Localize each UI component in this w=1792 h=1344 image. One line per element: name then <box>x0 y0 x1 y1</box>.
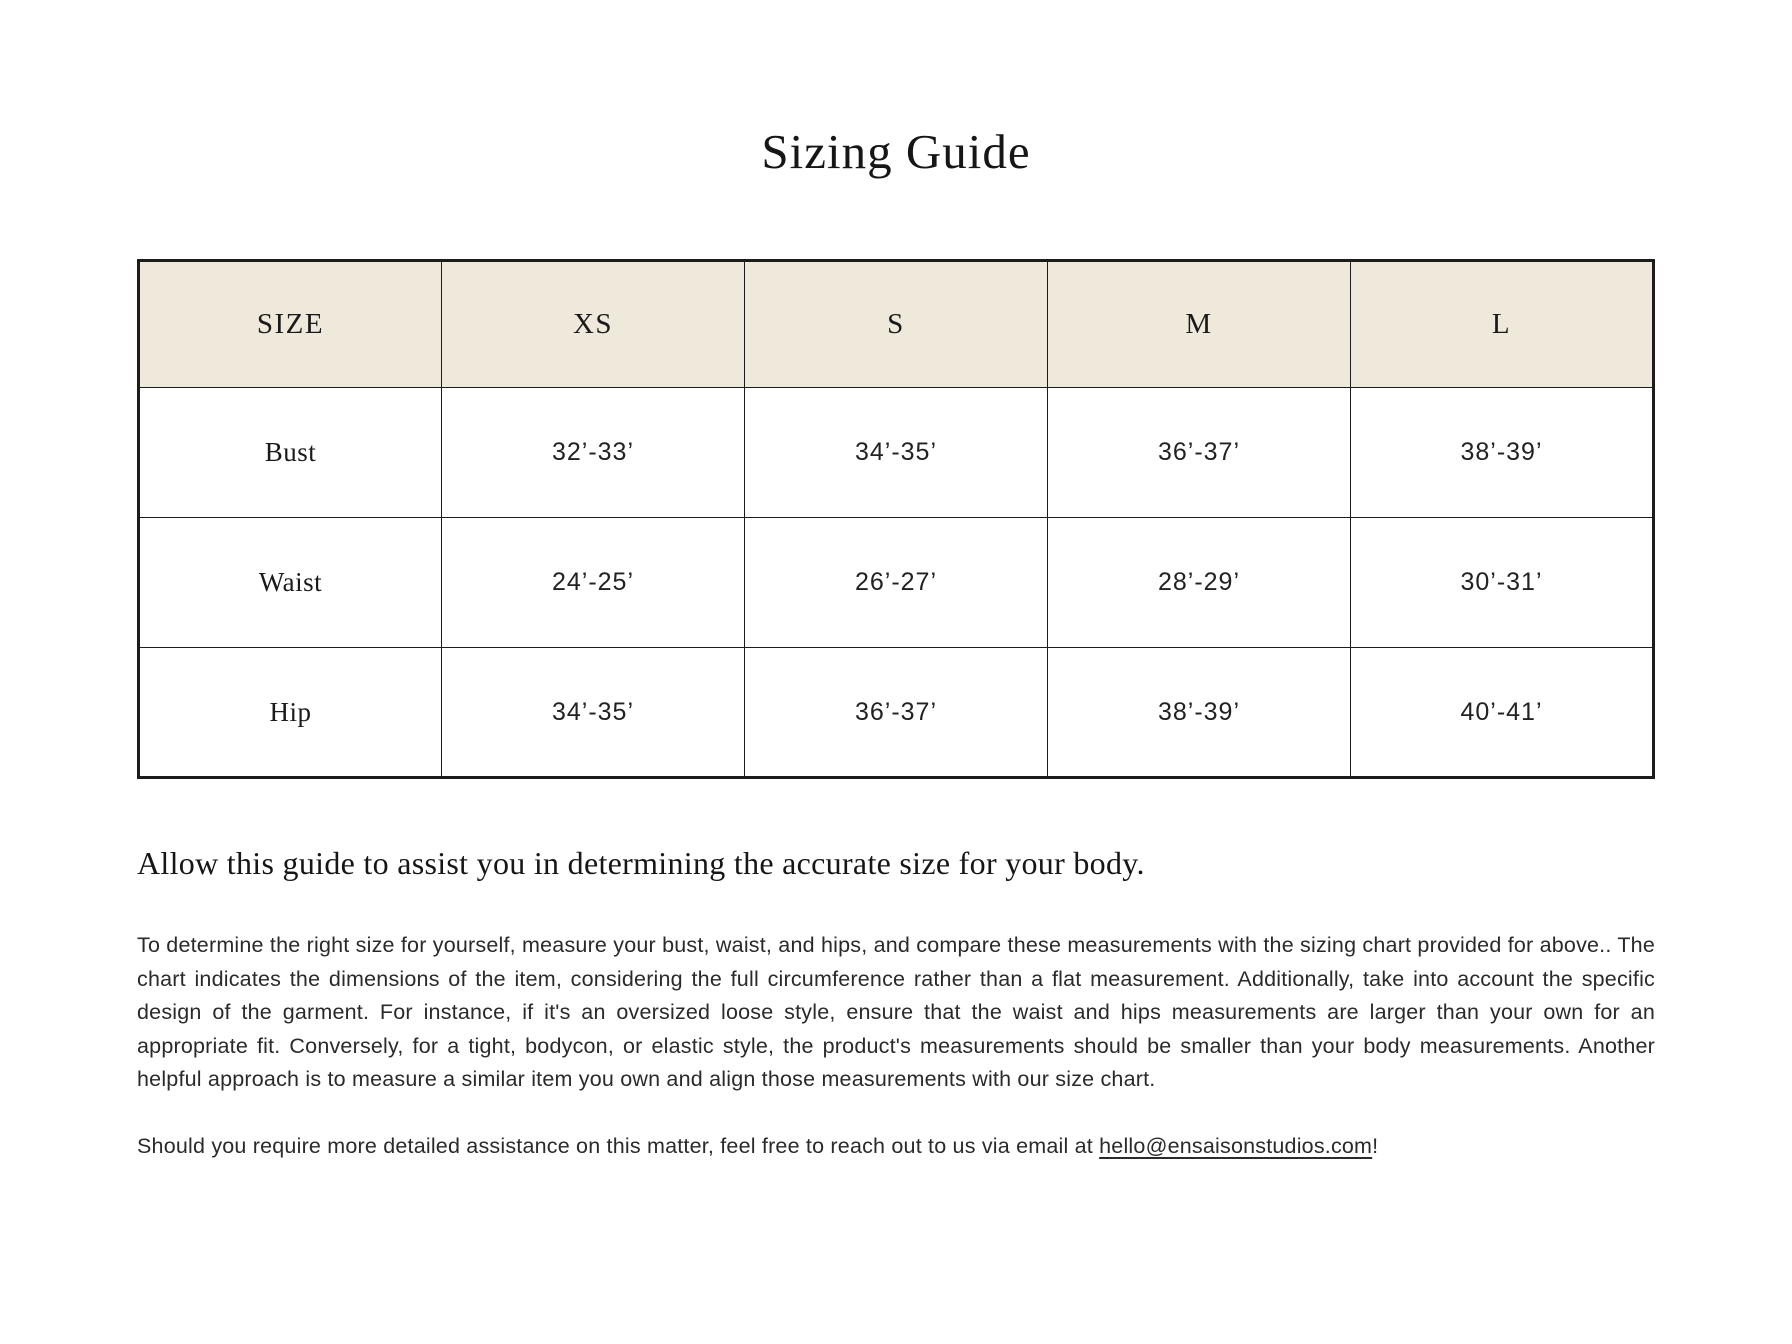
column-header-xs: XS <box>442 261 745 388</box>
contact-text-suffix: ! <box>1372 1133 1379 1158</box>
row-label-bust: Bust <box>139 388 442 518</box>
row-label-waist: Waist <box>139 518 442 648</box>
bust-xs-value: 32’-33’ <box>442 388 745 518</box>
table-row-waist <box>139 518 1654 648</box>
waist-s-value: 26’-27’ <box>745 518 1048 648</box>
column-header-s: S <box>745 261 1048 388</box>
hip-xs-value: 34’-35’ <box>442 648 745 778</box>
waist-xs-value: 24’-25’ <box>442 518 745 648</box>
guide-heading: Allow this guide to assist you in determining the accurate size for your body. <box>137 845 1145 881</box>
column-header-size: SIZE <box>139 261 442 388</box>
bust-l-value: 38’-39’ <box>1351 388 1654 518</box>
table-row-hip <box>139 648 1654 778</box>
contact-text-prefix: Should you require more detailed assistance on this matter, feel free to reach out to us via email at <box>137 1133 1100 1158</box>
hip-s-value: 36’-37’ <box>745 648 1048 778</box>
hip-m-value: 38’-39’ <box>1048 648 1351 778</box>
waist-m-value: 28’-29’ <box>1048 518 1351 648</box>
bust-s-value: 34’-35’ <box>745 388 1048 518</box>
guide-body-paragraph: To determine the right size for yourself, measure your bust, waist, and hips, and compare these measurements with the sizing chart provided for above.. The chart indicates the dimensions of the item, considering the full circumference rather than a flat measurement. Additionally, take into account the specific design of the garment. For instance, if it's an oversized loose style, ensure that the waist and hips measurements are larger than your own for an appropriate fit. Conversely, for a tight, bodycon, or elastic style, the product's measurements should be smaller than your body measurements. Another helpful approach is to measure a similar item you own and align those measurements with our size chart. <box>137 933 1655 1091</box>
sizing-table <box>137 259 1655 779</box>
bust-m-value: 36’-37’ <box>1048 388 1351 518</box>
page-title: Sizing Guide <box>761 124 1031 179</box>
table-header-row <box>139 261 1654 388</box>
guide-contact-paragraph <box>137 1130 1655 1164</box>
column-header-l: L <box>1351 261 1654 388</box>
waist-l-value: 30’-31’ <box>1351 518 1654 648</box>
hip-l-value: 40’-41’ <box>1351 648 1654 778</box>
table-row-bust <box>139 388 1654 518</box>
column-header-m: M <box>1048 261 1351 388</box>
contact-email-link[interactable]: hello@ensaisonstudios.com <box>1099 1133 1373 1158</box>
row-label-hip: Hip <box>139 648 442 778</box>
